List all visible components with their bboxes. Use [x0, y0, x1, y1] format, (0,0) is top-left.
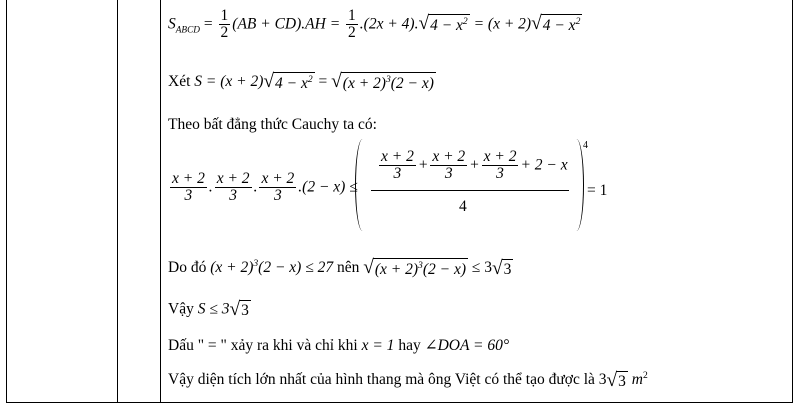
sqrt-expression: √ $(x + 2)^3(2 - x)$	[363, 257, 466, 279]
cauchy-inequality: $\frac{x + 2}{3}$ . $\frac{x + 2}{3}$ . $\frac{x + 2}{3}$ .(2 − x) ≤	[172, 170, 358, 205]
area-formula-line: $S_{ABCD}$ = $\frac{1}{2}$ (AB + CD).AH = $\frac{1}{2}$ .(2x + 4). √ $4 - x^2$ = (x + 2) √ $4 - x^2$	[168, 7, 581, 42]
sqrt-expression: √ $(x + 2)^3(2 - x)$	[331, 71, 434, 93]
do-do-line: Do đó $(x + 2)^3(2 - x) \le 27$ nên √ $(x + 2)^3(2 - x)$ ≤ 3 √ 3	[168, 257, 512, 279]
equality-condition-line: Dấu " = " xảy ra khi và chỉ khi x = 1 hay ∠DOA = 60°	[168, 337, 510, 354]
fraction-half: $\frac{1}{2}$	[348, 7, 356, 42]
sqrt-expression: √ 3	[229, 299, 249, 320]
sqrt-expression: √ $4 - x^2$	[418, 13, 468, 35]
sqrt-expression: √ 3	[606, 369, 626, 391]
table-column-divider	[160, 0, 161, 403]
conclusion-line: Vậy diện tích lớn nhất của hình thang mà ông Việt có thể tạo được là 3 √ 3 $m^2$	[168, 369, 648, 391]
fraction: $\frac{x + 2}{3}$	[483, 148, 517, 183]
cauchy-mean-fraction: $\frac{x + 2}{3}$ + $\frac{x + 2}{3}$ + $\frac{x + 2}{3}$ + 2 − x 4	[363, 145, 578, 230]
fraction: $\frac{x + 2}{3}$	[172, 170, 205, 205]
fraction-half: $\frac{1}{2}$	[220, 7, 229, 42]
fraction: $\frac{x + 2}{3}$	[432, 148, 466, 183]
table-border-left	[6, 0, 7, 403]
fraction: $\frac{x + 2}{3}$	[261, 170, 295, 205]
sqrt-expression: √ $4 - x^2$	[263, 71, 313, 93]
xet-line: Xét S = (x + 2) √ $4 - x^2$ = √ $(x + 2)^3(2 - x)$	[168, 71, 434, 93]
result: = 1	[587, 182, 608, 199]
sqrt-expression: √ 3	[492, 257, 512, 279]
table-border-right	[792, 0, 793, 403]
exponent: 4	[583, 140, 588, 151]
table-border-bottom	[6, 402, 793, 403]
sqrt-expression: √ $4 - x^2$	[531, 13, 581, 35]
cauchy-intro: Theo bất đẳng thức Cauchy ta có:	[168, 116, 377, 133]
table-column-divider	[117, 0, 118, 403]
fraction: $\frac{x + 2}{3}$	[381, 148, 414, 183]
vay-line: Vậy S ≤ 3 √ 3	[168, 299, 249, 320]
fraction: $\frac{x + 2}{3}$	[216, 170, 250, 205]
